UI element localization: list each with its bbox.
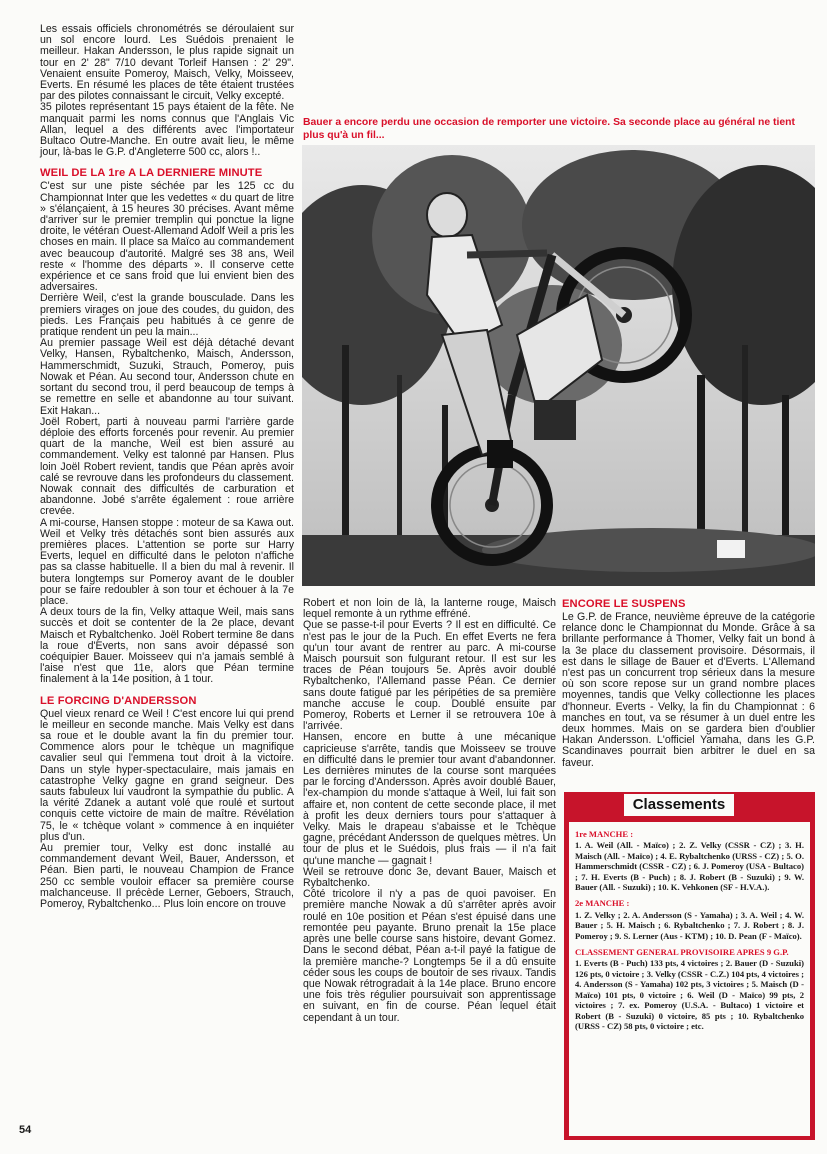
paragraph: Que se passe-t-il pour Everts ? Il est en difficulté. Ce n'est pas le jour de la Puch. En effet Everts ne fera qu'un tour avant de rentrer au parc. A mi-course Maisch poursuit son fulgurant retour. Il est sur les traces de Péan toujours 5e. Après avoir doublé Rybaltchenko, l'Allemand passe Péan. Ce dernier sans doute fatigué par les péripéties de sa première manche accuse le coup. Doublé ensuite par Pomeroy, Roberts et Lerner il se retrouvera 10e à l'arrivée. — [303, 619, 556, 733]
paragraph: A mi-course, Hansen stoppe : moteur de sa Kawa out. Weil et Velky très détachés sont bien assurés aux premières places. L'attention se porte sur Harry Everts, lequel en difficulté dans le peloton n'affiche pas sa classe habituelle. Il a bien du mal à revenir. Il butera longtemps sur Pomeroy avant de le doubler pour se faire redoubler à son tour et échouer à la 7e place. — [40, 516, 294, 607]
paragraph: Côté tricolore il n'y a pas de quoi pavoiser. En première manche Nowak a dû s'arrêter après avoir roulé en 10e position et Péan s'est épuisé dans une remontée peu payante. Bruno prenait la 15e place après une belle course sans histoire, devant Gomez. Dans le second débat, Péan a-t-il payé la fatigue de la première manche-? Longtemps 5e il a dû ensuite céder sous les coups de boutoir de ses rivaux. Tandis que Nowak rétrogradait à la 14e place. Bruno encore une fois très régulier poursuivait son apprentissage en suivant, en fin de course. Péan lequel était cependant à un tour. — [303, 888, 556, 1024]
motocross-photo — [302, 145, 815, 586]
page-number: 54 — [19, 1124, 32, 1136]
manche-2-results: 1. Z. Velky ; 2. A. Andersson (S - Yamaha) ; 3. A. Weil ; 4. W. Bauer ; 5. H. Maisch ; 6. Rybaltchenko ; 7. J. Robert ; 8. J. Pomeroy ; 9. S. Lerner (Aus - KTM) ; 10. D. Pean (F - Maïco). — [575, 909, 804, 941]
paragraph: A deux tours de la fin, Velky attaque Weil, mais sans succès et doit se contenter de la 2e place, devant Maisch et Rybaltchenko. Joël Robert termine 8e dans la roue d'Everts, non sans avoir dépassé son coéquipier Bauer. Moisseev qui n'a jamais semblé à l'aise n'est que 11e, alors que Péan termine finalement à la 14e position, à 1 tour. — [40, 606, 294, 686]
article-column-3 — [562, 598, 815, 769]
paragraph: Derrière Weil, c'est la grande bousculade. Dans les premiers virages on joue des coudes, du guidon, des pieds. Les Français peu habitués à ce genre de pratique rendent un peu la main... — [40, 292, 294, 339]
paragraph: Quel vieux renard ce Weil ! C'est encore lui qui prend le meilleur en seconde manche. Mais Velky est dans sa roue et le double avant la fin du premier tour. Commence alors pour le tchèque un magnifique cavalier seul qui l'emmena tout droit à la victoire. Dans un style hyper-spectaculaire, mais jamais en catastrophe Velky gagne en grand seigneur. Des sauts fabuleux lui vaudront la sympathie du public. A la vérité Zdanek a autant volé que roulé et surtout conquis cette victoire de main de maître. Révélation 75, le « tchèque volant » commence à en inquiéter plus d'un. — [40, 707, 294, 843]
section-heading: ENCORE LE SUSPENS — [562, 598, 686, 610]
article-column-2 — [303, 598, 556, 1024]
paragraph: 35 pilotes représentant 15 pays étaient de la fête. Ne manquait parmi les noms connus que l'Anglais Vic Allan, lequel a des différents avec l'importateur Bultaco Outre-Manche. En outre avait lieu, le même jour, là-bas le G.P. d'Angleterre 500 cc, alors !.. — [40, 101, 294, 159]
section-heading: WEIL DE LA 1re A LA DERNIERE MINUTE — [40, 167, 263, 180]
classements-content — [569, 822, 810, 1136]
photo-caption: Bauer a encore perdu une occasion de remporter une victoire. Sa seconde place au général ne tient plus qu'à un fil... — [303, 117, 795, 141]
general-heading: CLASSEMENT GENERAL PROVISOIRE APRES 9 G.P. — [575, 947, 789, 958]
paragraph: Robert et non loin de là, la lanterne rouge, Maisch lequel remonte à un rythme effréné. — [303, 597, 556, 621]
manche-2-heading: 2e MANCHE : — [575, 898, 630, 909]
paragraph: C'est sur une piste séchée par les 125 cc du Championnat Inter que les vedettes « du quart de litre » s'élançaient, à 15 heures 30 précises. Avant même d'arriver sur le premier tremplin qui ponctue la ligne droite, le vétéran Ouest-Allemand Adolf Weil a pris les choses en main. Il place sa Maïco au commandement avec beaucoup d'autorité. Malgré ses 38 ans, Weil reste « l'homme des départs ». Il conserve cette expérience et ce sans froid que lui envient bien des adversaires. — [40, 180, 294, 294]
paragraph: Hansen, encore en butte à une mécanique capricieuse s'arrête, tandis que Moisseev se trouve en difficulté dans le premier tour avant d'abandonner. Les dernières minutes de la course sont marquées par le forcing d'Andersson. Après avoir doublé Bauer, l'ex-champion du monde s'attaque à Weil, lui fait son affaire et, non content de cette seconde place, il met à profit les deux derniers tours pour s'attaquer à Velky. Mais le drapeau s'abaisse et le Tchèque gagne, précédant Andersson de quelques mètres. Un tour de plus et le Suédois, plus frais — il n'a fait qu'une manche — gagnait ! — [303, 731, 556, 867]
section-heading: LE FORCING D'ANDERSSON — [40, 694, 197, 707]
paragraph: Les essais officiels chronométrés se déroulaient sur un sol encore lourd. Les Suédois prenaient le meilleur. Hakan Andersson, le plus rapide signait un tour en 2' 28" 7/10 devant Torleif Hansen : 2' 29". Venaient ensuite Pomeroy, Maisch, Velky, Moisseev, Everts. En résumé les places de tête étaient trustées par des pilotes connaissant le circuit, Velky excepté. — [40, 23, 294, 103]
general-results: 1. Everts (B - Puch) 133 pts, 4 victoires ; 2. Bauer (D - Suzuki) 126 pts, 0 victoire ; 3. Velky (CSSR - C.Z.) 104 pts, 4 victoires ; 4. Andersson (S - Yamaha) 102 pts, 3 victoires ; 5. Maisch (D - Maïco) 101 pts, 0 victoire ; 6. Weil (D - Maïco) 99 pts, 2 victoires ; 7. ex. Pomeroy (U.S.A. - Bultaco) 1 victoire et Robert (B - Suzuki) 0 victoire, 85 pts ; 10. Rybaltchenko (URSS - CZ) 58 pts, 0 victoire ; etc. — [575, 958, 804, 1031]
paragraph: Au premier passage Weil est déjà détaché devant Velky, Hansen, Rybaltchenko, Maisch, Andersson, Hammerschmidt, Suzuki, Strauch, Pomeroy, puis Nowak et Péan. Au second tour, Andersson chute en sortant du second trou, il perd beaucoup de temps à se remettre en selle et abandonne au tour suivant. Exit Hakan... — [40, 337, 294, 417]
paragraph: Weil se retrouve donc 3e, devant Bauer, Maisch et Rybaltchenko. — [303, 865, 556, 890]
manche-1-results: 1. A. Weil (All. - Maïco) ; 2. Z. Velky (CSSR - CZ) ; 3. H. Maisch (All. - Maïco) ; 4. E. Rybaltchenko (URSS - CZ) ; 5. O. Hammerschmidt (CSSR - CZ) ; 6. J. Pomeroy (USA - Bultaco) ; 7. H. Everts (B - Puch) ; 8. J. Robert (B - Suzuki) ; 9. W. Bauer (All. - Suzuki) ; 10. K. Vehkonen (SF - H.V.A.). — [575, 840, 804, 893]
paragraph: Au premier tour, Velky est donc installé au commandement devant Weil, Bauer, Andersson, et Péan. Bien parti, le nouveau Champion de France 250 cc semble vouloir effacer sa première course malchanceuse. Il précède Lerner, Geboers, Strauch, Pomeroy, Rybaltchenko... Plus loin encore on trouve — [40, 842, 294, 911]
manche-1-heading: 1re MANCHE : — [575, 829, 634, 839]
paragraph: Le G.P. de France, neuvième épreuve de la catégorie relance donc le Championnat du Monde. Grâce à sa brillante performance à Thomer, Velky fait un bond à la 3e place du classement provisoire. Désormais, il est dans le sillage de Bauer et d'Everts. L'Allemand n'est pas un concurrent trop sérieux dans la mesure où son score repose sur un grand nombre places moyennes, tandis que Velky collectionne les places d'honneur. Everts - Velky, la fin du Championnat : 6 manches en tout, va se résumer à un duel entre les deux hommes. Mais on se gardera bien d'oublier Hakan Andersson. L'officiel Yamaha, dans les G.P. Scandinaves pourrait bien arbitrer le duel en sa faveur. — [562, 611, 815, 769]
classements-title: Classements — [624, 794, 734, 816]
paragraph: Joël Robert, parti à nouveau parmi l'arrière garde déploie des efforts forcenés pour revenir. Au premier quart de la manche, Weil est bien assuré au commandement. Velky est talonné par Hansen. Plus loin Joël Robert revient, tandis que Péan après avoir calé se revrouve dans les profondeurs du classement. Nowak connait des difficultés de carburation et abandonne. Jobé s'arrête également : roue arrière crevée. — [40, 415, 294, 518]
motocross-jump-illustration — [302, 145, 815, 586]
article-column-1 — [40, 24, 294, 910]
